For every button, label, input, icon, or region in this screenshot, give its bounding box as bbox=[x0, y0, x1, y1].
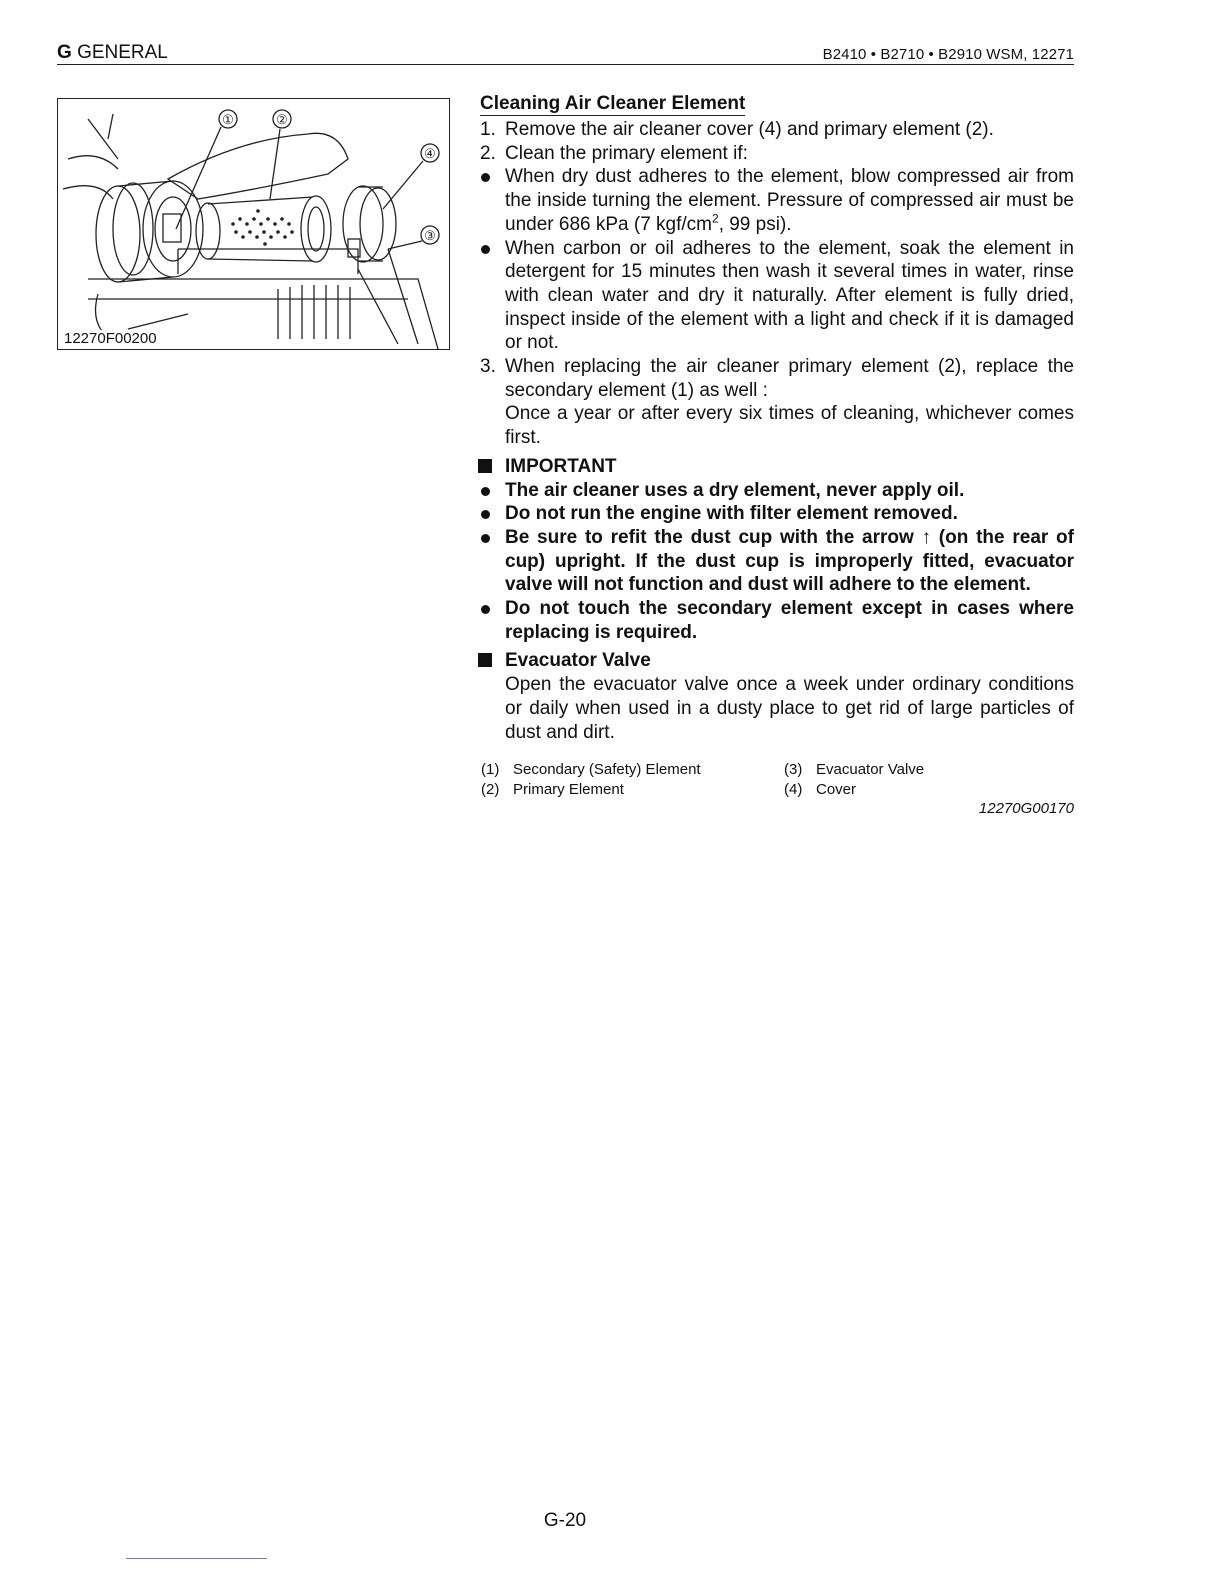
page-header bbox=[57, 42, 1074, 65]
step-3-note: Once a year or after every six times of cleaning, whichever comes first. bbox=[505, 403, 1074, 449]
important-item bbox=[480, 526, 1074, 597]
page-number: G-20 bbox=[543, 1510, 587, 1531]
evacuator-heading bbox=[480, 649, 1074, 673]
important-item-text: The air cleaner uses a dry element, never apply oil. bbox=[505, 479, 965, 501]
bullet-carbon-oil-text: When carbon or oil adheres to the element, soak the element in detergent for 15 minutes then wash it several times in water, rinse with clean water and dry it naturally. After element is fully dried, inspect inside of the element with a light and check if it is damaged or not. bbox=[505, 237, 1074, 354]
legend-item bbox=[784, 760, 924, 780]
step-3 bbox=[480, 355, 1074, 402]
bullet-icon bbox=[481, 534, 490, 543]
important-heading-text: IMPORTANT bbox=[505, 455, 617, 477]
section-title: Cleaning Air Cleaner Element bbox=[480, 93, 746, 114]
section-letter: G bbox=[57, 42, 72, 63]
bullet-icon bbox=[481, 245, 490, 254]
bullet-icon bbox=[481, 605, 490, 614]
air-cleaner-drawing bbox=[58, 99, 450, 350]
bullet-icon bbox=[481, 173, 490, 182]
evacuator-heading-text: Evacuator Valve bbox=[505, 650, 651, 672]
step-1 bbox=[480, 118, 1074, 142]
legend-label: Evacuator Valve bbox=[816, 761, 925, 778]
instructions-column bbox=[480, 92, 1074, 744]
important-item bbox=[480, 502, 1074, 526]
legend-number: (3) bbox=[784, 761, 803, 778]
step-3-text: When replacing the air cleaner primary element (2), replace the secondary element (1) as well : bbox=[505, 356, 1074, 401]
bullet-dry-dust bbox=[480, 165, 1074, 236]
legend-number: (4) bbox=[784, 781, 803, 798]
callout-1: ① bbox=[222, 112, 234, 127]
manual-reference: B2410 • B2710 • B2910 WSM, 12271 bbox=[822, 46, 1074, 63]
important-item-text: Do not run the engine with filter element removed. bbox=[505, 503, 958, 525]
legend-number: (2) bbox=[481, 781, 500, 798]
step-2-text: Clean the primary element if: bbox=[505, 142, 748, 164]
superscript: 2 bbox=[712, 211, 719, 226]
bullet-icon bbox=[481, 510, 490, 519]
important-item-text: Be sure to refit the dust cup with the arrow ↑ (on the rear of cup) upright. If the dust cup is improperly fitted, evacuator valve will not function and dust will adhere to the element. bbox=[505, 526, 1074, 596]
legend-label: Secondary (Safety) Element bbox=[513, 761, 701, 778]
evacuator-text: Open the evacuator valve once a week under ordinary conditions or daily when used in a dusty place to get rid of large particles of dust and dirt. bbox=[505, 674, 1074, 743]
section-name: GENERAL bbox=[77, 42, 168, 63]
legend-item bbox=[481, 760, 701, 780]
air-cleaner-illustration bbox=[57, 98, 450, 350]
important-heading bbox=[480, 455, 1074, 479]
step-1-text: Remove the air cleaner cover (4) and primary element (2). bbox=[505, 119, 994, 140]
important-item-text: Do not touch the secondary element except in cases where replacing is required. bbox=[505, 598, 1074, 643]
callout-2: ② bbox=[276, 112, 288, 127]
figure-code: 12270F00200 bbox=[64, 330, 157, 347]
step-1-number: 1. bbox=[480, 119, 496, 140]
step-2 bbox=[480, 142, 1074, 166]
bullet-dry-dust-text: When dry dust adheres to the element, blow compressed air from the inside turning the element. Pressure of compressed air must be under 686 kPa (7 kgf/cm bbox=[505, 166, 1074, 235]
legend-label: Primary Element bbox=[513, 781, 624, 798]
square-bullet-icon bbox=[478, 459, 492, 473]
step-3-number: 3. bbox=[480, 356, 496, 378]
important-item bbox=[480, 597, 1074, 644]
legend-item bbox=[481, 780, 624, 800]
bullet-carbon-oil bbox=[480, 237, 1074, 356]
important-item bbox=[480, 479, 1074, 503]
square-bullet-icon bbox=[478, 653, 492, 667]
section-heading bbox=[57, 42, 168, 64]
legend-label: Cover bbox=[816, 781, 857, 798]
legend-number: (1) bbox=[481, 761, 500, 778]
bullet-icon bbox=[481, 487, 490, 496]
divider bbox=[126, 1558, 267, 1559]
document-code: 12270G00170 bbox=[978, 800, 1074, 817]
callout-4: ④ bbox=[424, 146, 436, 161]
callout-3: ③ bbox=[424, 228, 436, 243]
step-2-number: 2. bbox=[480, 142, 496, 164]
legend-item bbox=[784, 780, 856, 800]
bullet-dry-dust-end: , 99 psi). bbox=[718, 213, 792, 235]
